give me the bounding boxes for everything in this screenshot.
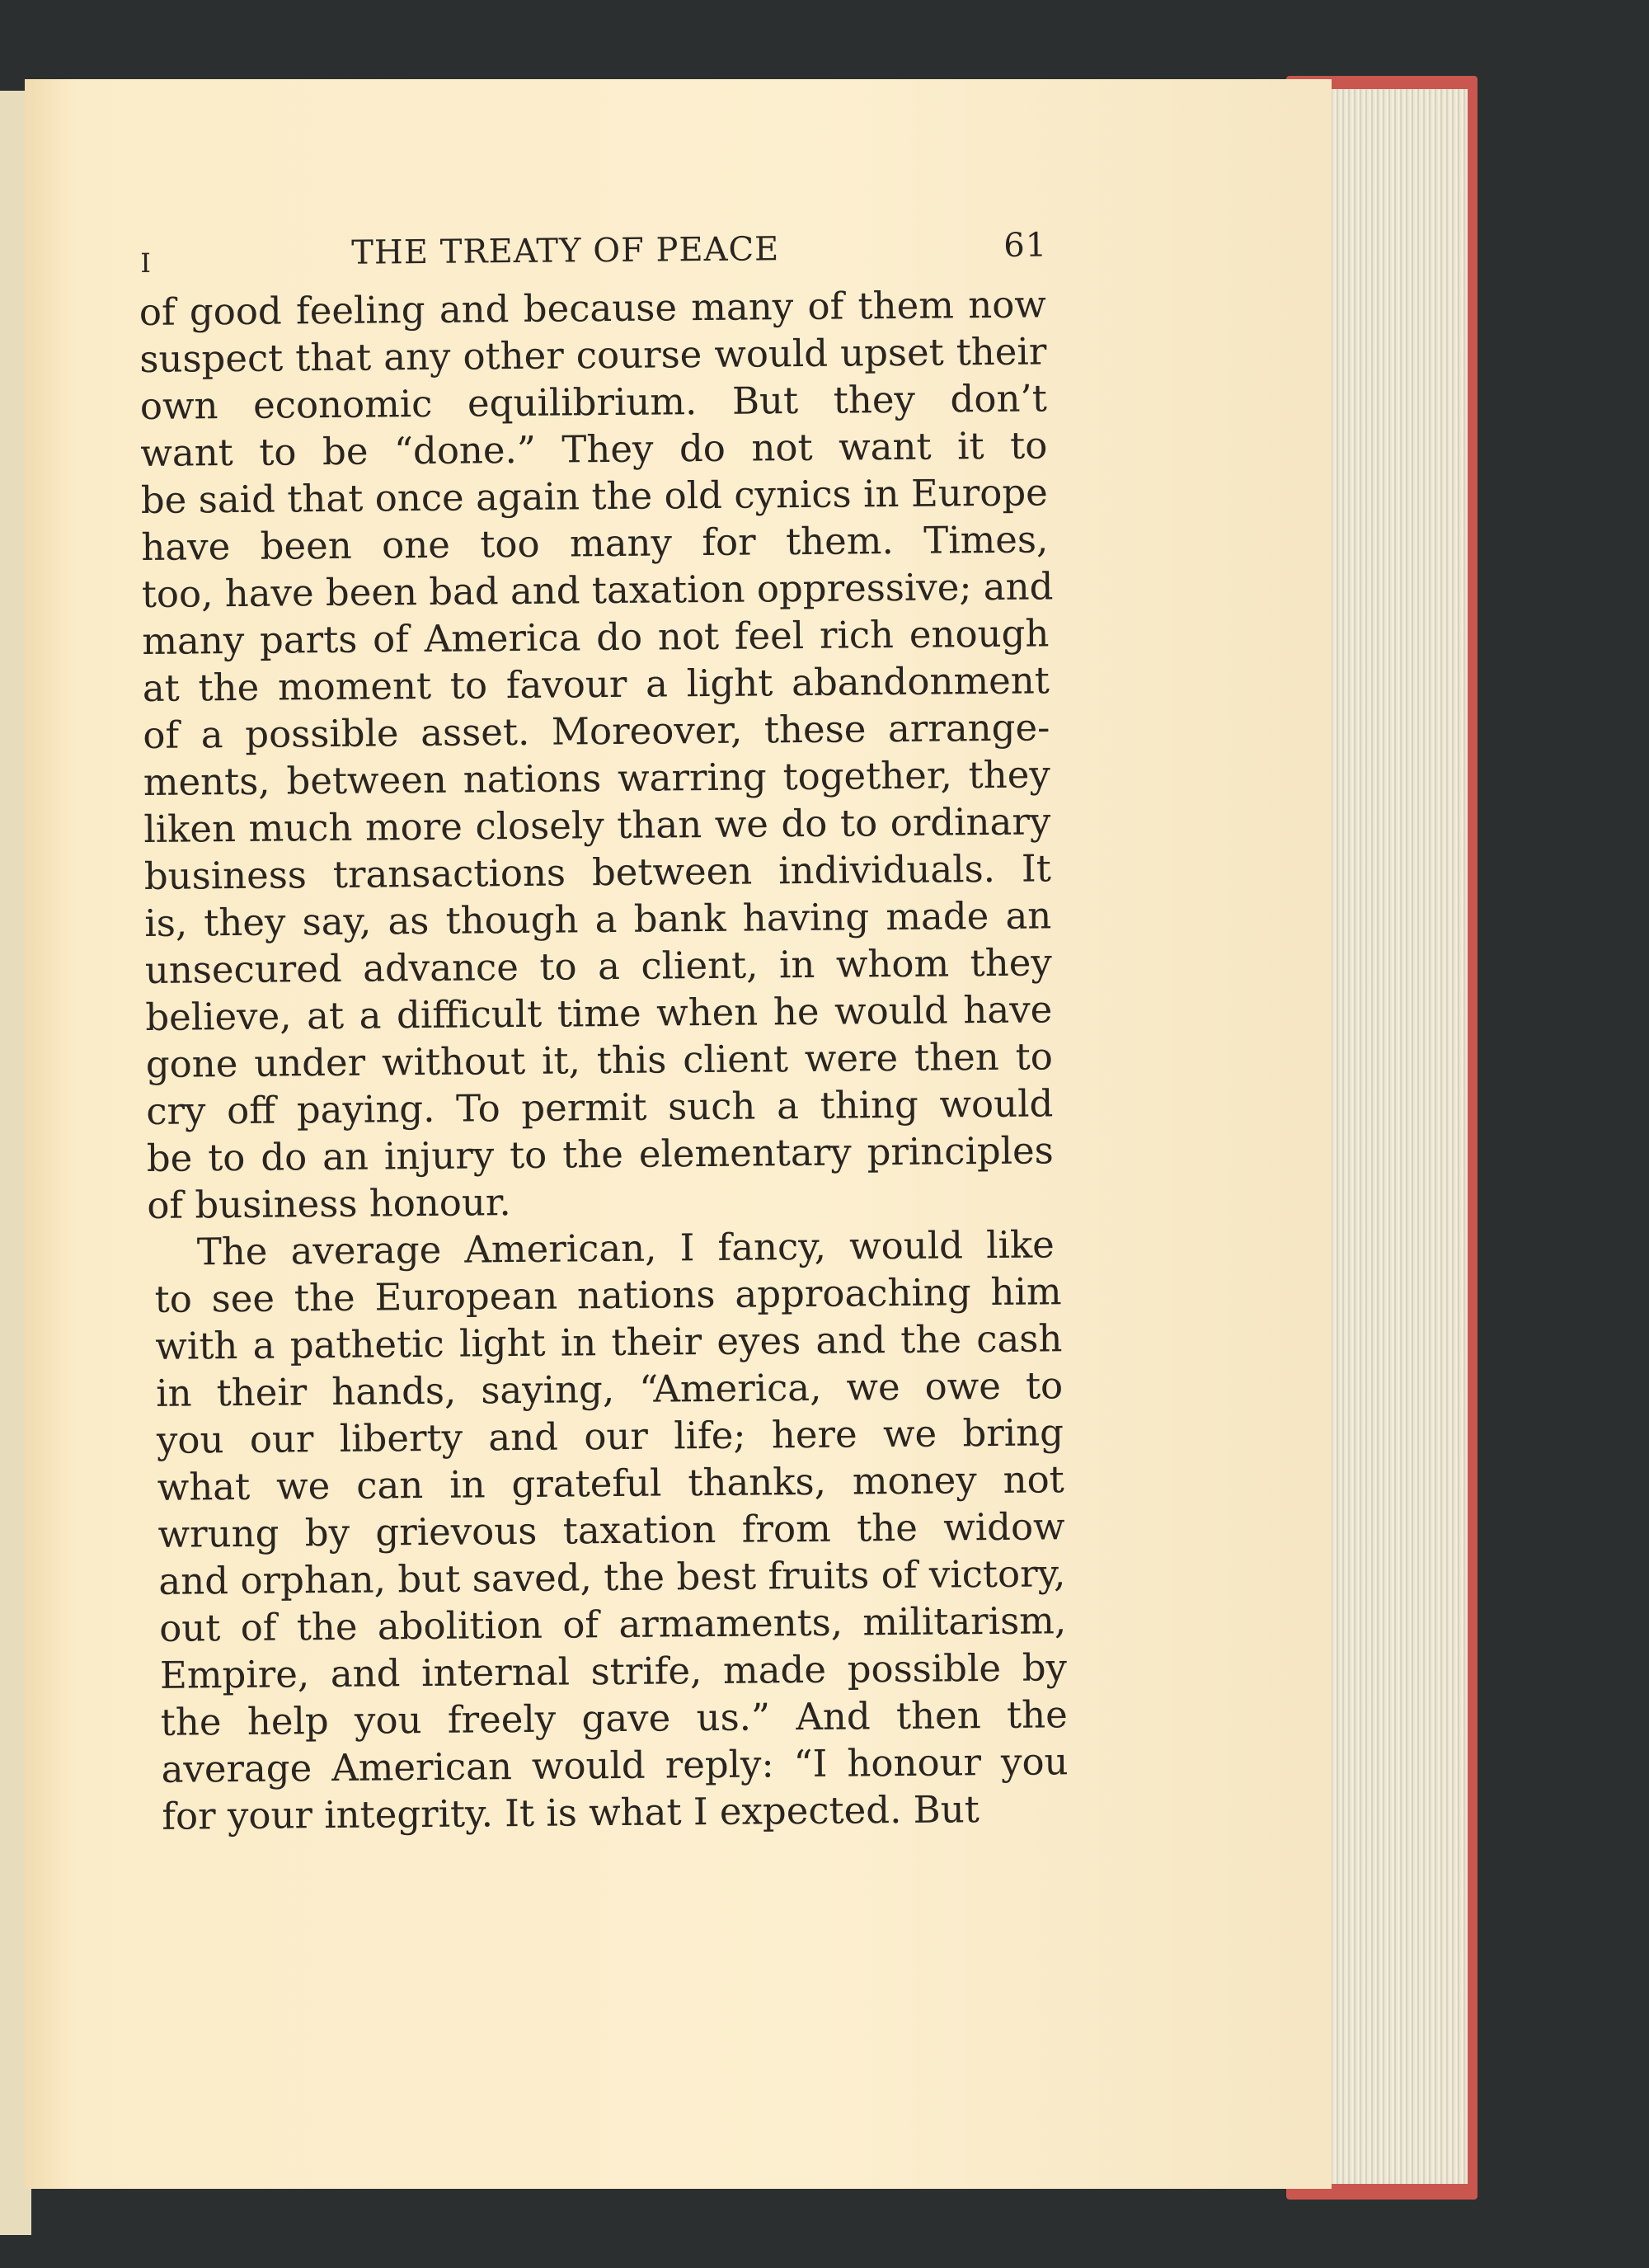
text-line: The average American, I fancy, would like <box>196 1222 1055 1274</box>
text-line: be to do an injury to the elementary principles <box>146 1128 1055 1180</box>
text-line: be said that once again the old cynics in Europe <box>140 470 1049 522</box>
running-header <box>139 223 1061 289</box>
text-line: out of the abolition of armaments, militarism, <box>158 1598 1067 1650</box>
text-line: cry off paying. To permit such a thing would <box>146 1081 1054 1133</box>
running-title: THE TREATY OF PEACE <box>351 230 780 272</box>
text-line: Empire, and internal strife, made possible by <box>159 1645 1068 1697</box>
text-line: at the moment to favour a light abandonment <box>142 658 1050 710</box>
text-line: in their hands, saying, “America, we owe to <box>155 1363 1064 1415</box>
text-line: of business honour. <box>147 1180 511 1227</box>
text-line: many parts of America do not feel rich enough <box>142 611 1050 663</box>
paragraph-1 <box>139 280 1069 1229</box>
text-line: want to be “done.” They do not want it to <box>140 423 1048 475</box>
paragraph-2 <box>148 1221 1074 1840</box>
text-line: average American would reply: “I honour you <box>161 1739 1069 1791</box>
text-line: unsecured advance to a client, in whom they <box>144 940 1053 992</box>
text-line: liken much more closely than we do to ordinary <box>143 799 1051 851</box>
page-number: 61 <box>1003 226 1048 265</box>
text-line: believe, at a difficult time when he would have <box>145 987 1053 1039</box>
text-line: ments, between nations warring together, they <box>143 752 1051 804</box>
text-line: too, have been bad and taxation oppressive; and <box>141 564 1054 616</box>
text-line: gone under without it, this client were then to <box>145 1034 1054 1086</box>
chapter-number: I <box>140 247 153 279</box>
text-line: own economic equilibrium. But they don’t <box>139 376 1048 428</box>
page-edges <box>1327 89 1468 2184</box>
text-line: suspect that any other course would upset their <box>139 329 1047 381</box>
text-line: you our liberty and our life; here we bring <box>156 1410 1064 1462</box>
text-line: with a pathetic light in their eyes and the cash <box>155 1316 1063 1368</box>
text-line: business transactions between individuals. It <box>143 846 1052 898</box>
page-content <box>139 223 1074 1840</box>
text-line: is, they say, as though a bank having made an <box>144 893 1052 945</box>
text-line: of a possible asset. Moreover, these arrange- <box>143 705 1050 757</box>
text-line: of good feeling and because many of them now <box>139 282 1047 334</box>
text-line: to see the European nations approaching him <box>154 1269 1062 1321</box>
text-line: wrung by grievous taxation from the widow <box>157 1504 1065 1556</box>
text-line: and orphan, but saved, the best fruits of victory, <box>158 1551 1066 1603</box>
text-line: what we can in grateful thanks, money not <box>157 1457 1064 1509</box>
text-line: the help you freely gave us.” And then the <box>160 1692 1068 1744</box>
text-line: for your integrity. It is what I expected. But <box>162 1787 980 1838</box>
text-line: have been one too many for them. Times, <box>141 517 1049 569</box>
